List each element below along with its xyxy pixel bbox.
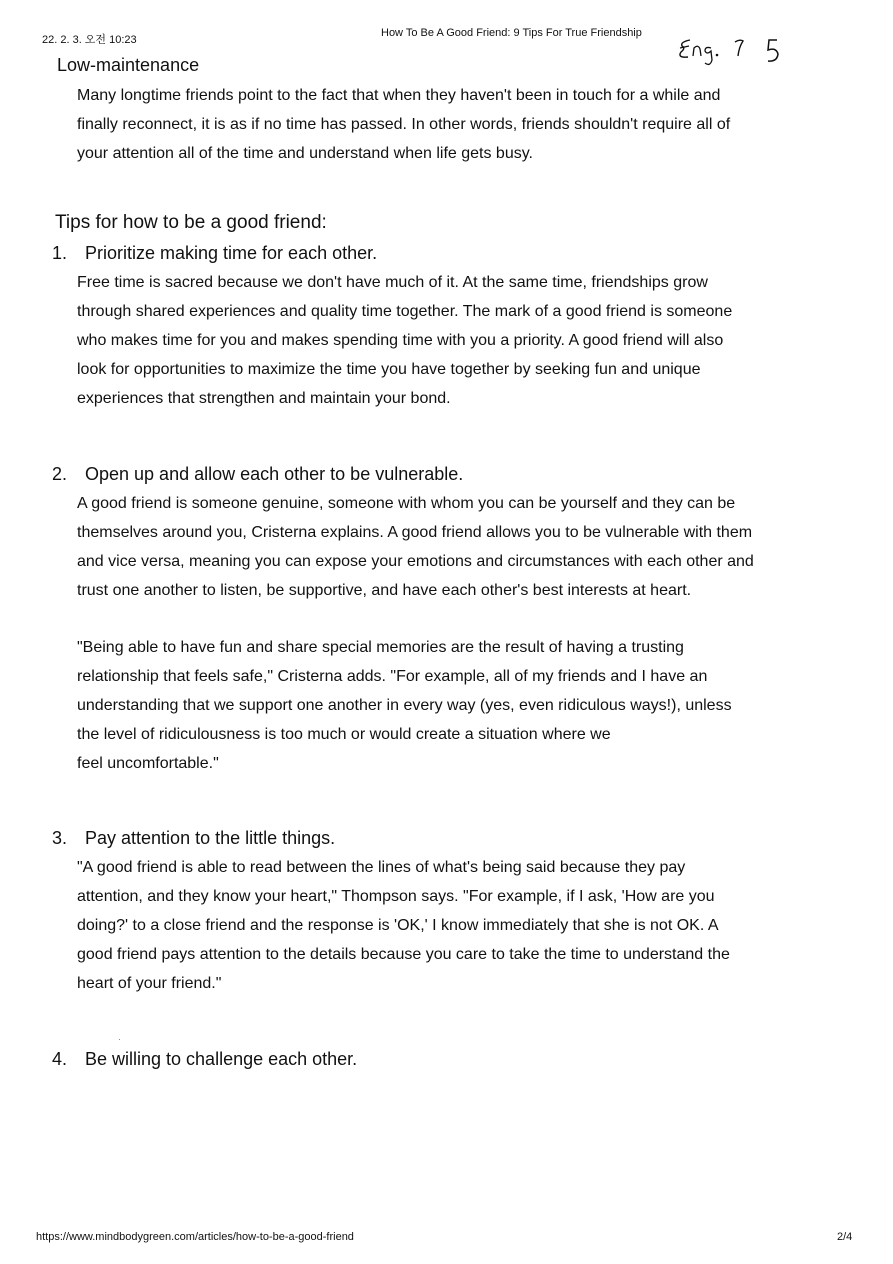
- paragraph-line: the level of ridiculousness is too much or would create a situation where we: [77, 726, 611, 743]
- paragraph-line: Free time is sacred because we don't have much of it. At the same time, friendships grow: [77, 274, 708, 291]
- tip-title: Open up and allow each other to be vulnerable.: [85, 464, 464, 484]
- print-date: 22. 2. 3. 오전 10:23: [42, 34, 137, 46]
- paragraph-line: "A good friend is able to read between the lines of what's being said because they pay: [77, 859, 686, 876]
- paragraph-line: who makes time for you and makes spending time with you a priority. A good friend will also: [77, 332, 724, 349]
- print-page-indicator: 2/4: [837, 1231, 853, 1243]
- paragraph-line: Many longtime friends point to the fact that when they haven't been in touch for a while and: [77, 87, 721, 104]
- paragraph-line: understanding that we support one another in every way (yes, even ridiculous ways!), unless: [77, 697, 732, 714]
- paragraph-line: experiences that strengthen and maintain your bond.: [77, 390, 451, 407]
- paragraph-line: A good friend is someone genuine, someone with whom you can be yourself and they can be: [77, 495, 736, 512]
- scan-speck: [119, 1039, 120, 1040]
- tip-heading-3: [52, 826, 335, 850]
- paragraph-line: feel uncomfortable.": [77, 755, 219, 772]
- paragraph-line: "Being able to have fun and share special memories are the result of having a trusting: [77, 639, 684, 656]
- paragraph-line: finally reconnect, it is as if no time has passed. In other words, friends shouldn't require all of: [77, 116, 731, 133]
- paragraph-line: themselves around you, Cristerna explains. A good friend allows you to be vulnerable with them: [77, 524, 753, 541]
- tip-2-paragraph-2: [77, 633, 867, 778]
- paragraph-line: attention, and they know your heart," Thompson says. "For example, if I ask, 'How are you: [77, 888, 715, 905]
- low-maintenance-paragraph: [77, 81, 867, 168]
- paragraph-line: doing?' to a close friend and the response is 'OK,' I know immediately that she is not OK. A: [77, 917, 719, 934]
- paragraph-line: through shared experiences and quality time together. The mark of a good friend is someone: [77, 303, 733, 320]
- paragraph-line: trust one another to listen, be supportive, and have each other's best interests at heart.: [77, 582, 692, 599]
- paragraph-line: your attention all of the time and understand when life gets busy.: [77, 145, 533, 162]
- handwritten-annotation: [676, 30, 806, 72]
- tip-title: Be willing to challenge each other.: [85, 1049, 358, 1069]
- tip-title: Prioritize making time for each other.: [85, 243, 378, 263]
- tip-3-paragraph: [77, 853, 867, 998]
- paragraph-line: good friend pays attention to the details because you care to take the time to understand the: [77, 946, 730, 963]
- print-footer-url: https://www.mindbodygreen.com/articles/how-to-be-a-good-friend: [36, 1231, 354, 1243]
- section-heading-low-maintenance: Low-maintenance: [57, 55, 200, 75]
- tip-title: Pay attention to the little things.: [85, 828, 336, 848]
- tips-intro-heading: Tips for how to be a good friend:: [55, 212, 327, 233]
- paragraph-line: relationship that feels safe," Cristerna adds. "For example, all of my friends and I have an: [77, 668, 708, 685]
- tip-number: 4.: [52, 1049, 68, 1069]
- tip-heading-1: [52, 241, 377, 265]
- tip-number: 3.: [52, 828, 68, 848]
- print-page-title: How To Be A Good Friend: 9 Tips For True Friendship: [381, 27, 642, 39]
- tip-heading-2: [52, 462, 463, 486]
- paragraph-line: heart of your friend.": [77, 975, 222, 992]
- paragraph-line: and vice versa, meaning you can expose your emotions and circumstances with each other and: [77, 553, 754, 570]
- tip-heading-4: [52, 1047, 357, 1071]
- tip-2-paragraph-1: [77, 489, 867, 605]
- paragraph-line: look for opportunities to maximize the time you have together by seeking fun and unique: [77, 361, 701, 378]
- tip-1-paragraph: [77, 268, 867, 413]
- tip-number: 1.: [52, 243, 68, 263]
- tip-number: 2.: [52, 464, 68, 484]
